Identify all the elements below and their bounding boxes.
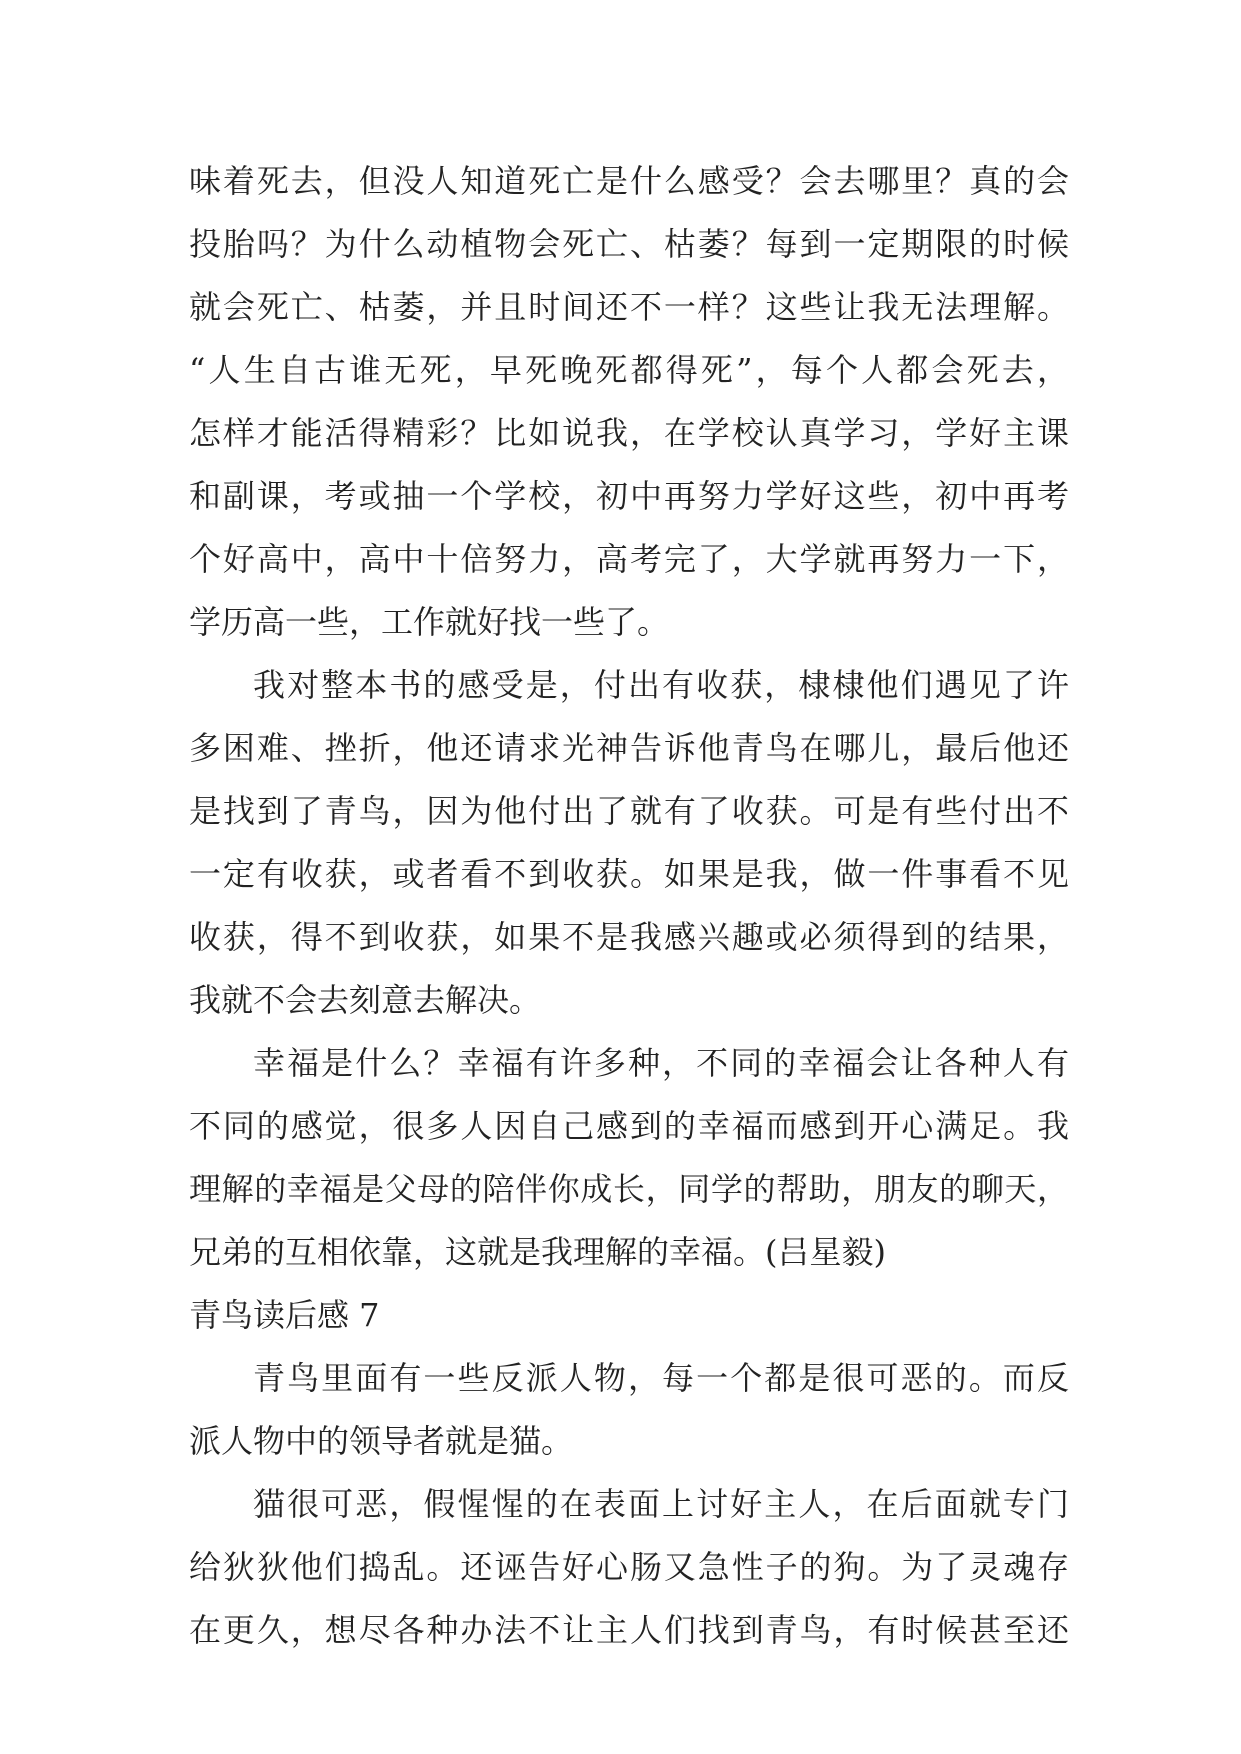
text-line: 在更久，想尽各种办法不让主人们找到青鸟，有时候甚至还 xyxy=(189,1611,1069,1649)
text-line-last: 我就不会去刻意去解决。 xyxy=(189,981,542,1019)
text-line-first: 青鸟里面有一些反派人物，每一个都是很可恶的。而反 xyxy=(253,1359,1069,1397)
text-line: 理解的幸福是父母的陪伴你成长，同学的帮助，朋友的聊天， xyxy=(189,1170,1069,1208)
document-body xyxy=(189,150,1069,1662)
text-line: 不同的感觉，很多人因自己感到的幸福而感到开心满足。我 xyxy=(189,1107,1069,1145)
text-line-first: 幸福是什么？幸福有许多种，不同的幸福会让各种人有 xyxy=(253,1044,1069,1082)
text-line: 是找到了青鸟，因为他付出了就有了收获。可是有些付出不 xyxy=(189,792,1069,830)
text-line: “人生自古谁无死，早死晚死都得死”，每个人都会死去， xyxy=(189,351,1069,389)
text-line: 投胎吗？为什么动植物会死亡、枯萎？每到一定期限的时候 xyxy=(189,225,1069,263)
text-line-last: 学历高一些，工作就好找一些了。 xyxy=(189,603,670,641)
text-line: 一定有收获，或者看不到收获。如果是我，做一件事看不见 xyxy=(189,855,1069,893)
text-line: 味着死去，但没人知道死亡是什么感受？会去哪里？真的会 xyxy=(189,162,1069,200)
text-line: 收获，得不到收获，如果不是我感兴趣或必须得到的结果， xyxy=(189,918,1069,956)
text-line: 个好高中，高中十倍努力，高考完了，大学就再努力一下， xyxy=(189,540,1069,578)
text-line: 和副课，考或抽一个学校，初中再努力学好这些，初中再考 xyxy=(189,477,1069,515)
text-line-last: 派人物中的领导者就是猫。 xyxy=(189,1422,574,1460)
paragraph-5 xyxy=(189,1473,1069,1662)
paragraph-2 xyxy=(189,654,1069,1032)
section-heading: 青鸟读后感 7 xyxy=(189,1296,380,1334)
paragraph-3 xyxy=(189,1032,1069,1284)
text-line-first: 猫很可恶，假惺惺的在表面上讨好主人，在后面就专门 xyxy=(253,1485,1069,1523)
paragraph-4 xyxy=(189,1347,1069,1473)
paragraph-1 xyxy=(189,150,1069,654)
text-line: 怎样才能活得精彩？比如说我，在学校认真学习，学好主课 xyxy=(189,414,1069,452)
text-line-first: 我对整本书的感受是，付出有收获，棣棣他们遇见了许 xyxy=(253,666,1069,704)
text-line: 给狄狄他们捣乱。还诬告好心肠又急性子的狗。为了灵魂存 xyxy=(189,1548,1069,1586)
text-line-last: 兄弟的互相依靠，这就是我理解的幸福。(吕星毅) xyxy=(189,1233,886,1271)
text-line: 就会死亡、枯萎，并且时间还不一样？这些让我无法理解。 xyxy=(189,288,1069,326)
text-line: 多困难、挫折，他还请求光神告诉他青鸟在哪儿，最后他还 xyxy=(189,729,1069,767)
